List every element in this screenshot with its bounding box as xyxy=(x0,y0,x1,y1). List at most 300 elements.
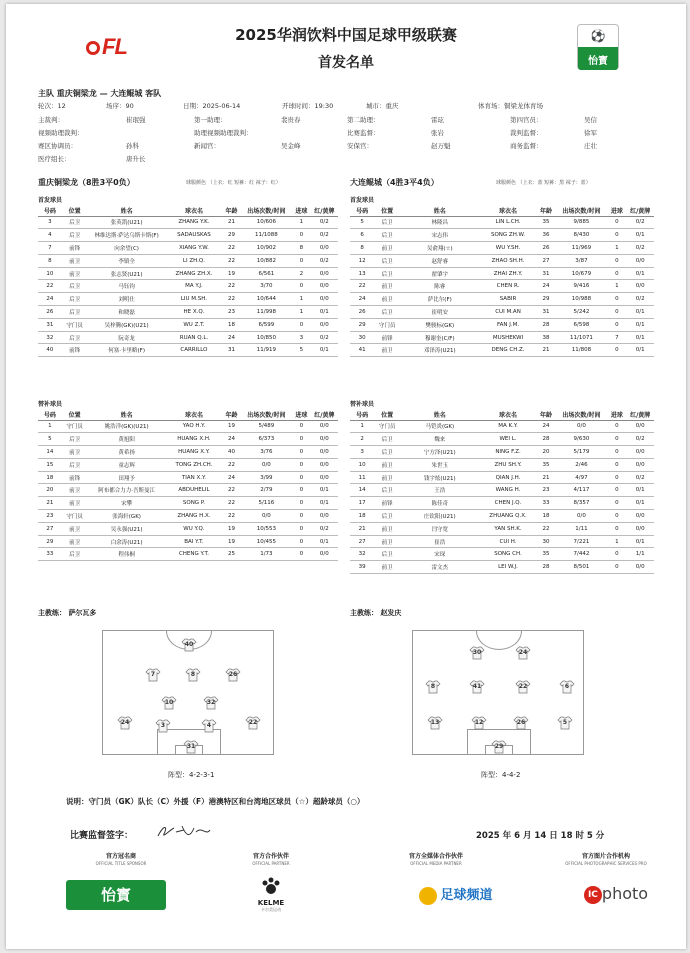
player-cell: 后卫 xyxy=(374,548,400,561)
player-row xyxy=(350,293,654,306)
home-kit-colors: 球服颜色 （上衣：红 短裤：红 袜子：红） xyxy=(186,180,281,186)
player-cell: HE X.Q. xyxy=(166,306,222,319)
shirt-number: 8 xyxy=(430,683,436,690)
player-cell: 24 xyxy=(537,280,556,293)
medical-lead-label: 医疗组长： xyxy=(38,155,71,163)
player-cell: 0 xyxy=(292,484,311,497)
player-cell: 26 xyxy=(350,306,374,319)
player-row xyxy=(38,471,338,484)
referee-name: 崔珉强 xyxy=(126,116,146,124)
player-row xyxy=(38,458,338,471)
player-cell: 0/1 xyxy=(311,484,338,497)
player-cell: 前卫 xyxy=(62,484,88,497)
player-cell: 阮奇龙 xyxy=(87,331,165,344)
fourth-official-name: 吴信 xyxy=(584,116,597,124)
home-coach xyxy=(38,608,96,618)
player-row xyxy=(350,522,654,535)
match-commissioner-label: 比赛监督： xyxy=(347,129,380,137)
home-subs-table xyxy=(38,410,338,561)
player-cell: 7 xyxy=(38,242,62,255)
player-cell: YAN SH.K. xyxy=(480,522,537,535)
player-cell: 0 xyxy=(292,446,311,459)
player-row xyxy=(350,331,654,344)
player-cell: 后卫 xyxy=(62,306,88,319)
shirt-icon xyxy=(245,716,261,730)
col-header: 红/黄牌 xyxy=(626,410,654,420)
player-cell: 7/442 xyxy=(556,548,608,561)
player-cell: 18 xyxy=(38,471,62,484)
sponsor-partner xyxy=(216,851,326,866)
player-cell: 0 xyxy=(607,254,626,267)
player-cell: 张海轩(GK) xyxy=(87,510,165,523)
shirt-icon xyxy=(425,680,441,694)
referee-assessor-name: 徐军 xyxy=(584,129,597,137)
player-cell: 后卫 xyxy=(374,216,400,229)
ic-badge-icon: IC xyxy=(584,886,602,904)
player-cell: 0/2 xyxy=(311,216,338,229)
player-cell: 吴俞翔(☆) xyxy=(400,242,479,255)
player-cell: 0/2 xyxy=(311,229,338,242)
press-officer-name: 吴金峰 xyxy=(281,142,301,150)
shirt-icon xyxy=(161,696,177,710)
player-cell: 6/599 xyxy=(241,318,292,331)
player-cell: 8 xyxy=(38,254,62,267)
player-cell: 前卫 xyxy=(62,267,88,280)
player-cell: 4 xyxy=(38,229,62,242)
shirt-number: 41 xyxy=(472,683,482,690)
medical-lead-name: 唐升长 xyxy=(126,155,146,163)
shirt-number: 12 xyxy=(474,719,484,726)
player-cell: 前锋 xyxy=(62,242,88,255)
player-cell: 0/0 xyxy=(311,293,338,306)
player-cell: CHEN R. xyxy=(480,280,537,293)
ar2-name: 雷玹 xyxy=(431,116,444,124)
ar2-label: 第二助理： xyxy=(347,116,380,124)
yibao-sponsor-logo: 怡寳 xyxy=(66,880,166,910)
player-cell: 26 xyxy=(38,306,62,319)
shirt-icon xyxy=(225,668,241,682)
player-cell: 宋志伟 xyxy=(400,229,479,242)
player-cell: 雷文杰 xyxy=(400,561,479,574)
player-cell: 后卫 xyxy=(374,510,400,523)
player-cell: 24 xyxy=(537,420,556,433)
player-row xyxy=(38,242,338,255)
sponsor-media xyxy=(376,851,496,866)
player-cell: TIAN X.Y. xyxy=(166,471,222,484)
player-cell: 33 xyxy=(38,548,62,561)
player-cell: 前锋 xyxy=(62,471,88,484)
player-row xyxy=(350,458,654,471)
player-cell: 吴梓腾(GK)(U21) xyxy=(87,318,165,331)
player-cell: 10/455 xyxy=(241,535,292,548)
player-cell: 22 xyxy=(222,254,241,267)
player-cell: 0/0 xyxy=(311,458,338,471)
player-cell: 前卫 xyxy=(62,497,88,510)
security-officer-label: 安保官： xyxy=(347,142,373,150)
home-team-name: 重庆铜梁龙 xyxy=(38,178,78,187)
security-officer-name: 赵万魁 xyxy=(431,142,451,150)
yibao-logo: ⚽ 怡寳 xyxy=(577,24,619,70)
player-cell: 29 xyxy=(222,229,241,242)
shirt-number: 40 xyxy=(184,641,194,648)
player-cell: 前卫 xyxy=(62,254,88,267)
home-formation-pitch xyxy=(102,630,274,755)
league-title: 2025华润饮料中国足球甲级联赛 xyxy=(235,26,457,44)
player-cell: 前卫 xyxy=(374,535,400,548)
home-subs-label: 替补球员 xyxy=(38,401,63,408)
player-cell: 8/501 xyxy=(556,561,608,574)
player-cell: 0 xyxy=(607,344,626,357)
player-cell: 7/221 xyxy=(556,535,608,548)
player-cell: 0 xyxy=(607,497,626,510)
col-header: 姓名 xyxy=(400,410,479,420)
player-cell: 守门员 xyxy=(62,510,88,523)
player-cell: 后卫 xyxy=(62,331,88,344)
col-header: 号码 xyxy=(350,410,374,420)
player-cell: 38 xyxy=(537,331,556,344)
player-cell: 0/1 xyxy=(626,306,654,319)
shirt-icon xyxy=(427,716,443,730)
player-cell: 4/117 xyxy=(556,484,608,497)
player-cell: 11/1071 xyxy=(556,331,608,344)
player-cell: TONG ZH.CH. xyxy=(166,458,222,471)
player-row xyxy=(38,216,338,229)
player-cell: 0/0 xyxy=(626,522,654,535)
player-cell: LIU M.SH. xyxy=(166,293,222,306)
signature-label: 比赛监督签字： xyxy=(70,831,134,841)
player-row xyxy=(350,446,654,459)
player-cell: 3/99 xyxy=(241,471,292,484)
player-row xyxy=(350,229,654,242)
player-cell: 0 xyxy=(292,510,311,523)
player-cell: 29 xyxy=(38,535,62,548)
player-cell: 0 xyxy=(292,522,311,535)
player-cell: 11 xyxy=(350,471,374,484)
player-cell: 樊骏标(GK) xyxy=(400,318,479,331)
player-cell: 28 xyxy=(537,433,556,446)
player-cell: 35 xyxy=(537,548,556,561)
player-cell: 前卫 xyxy=(374,344,400,357)
kelme-logo xyxy=(241,877,301,913)
player-row xyxy=(350,484,654,497)
venue-coordinator-name: 孙科 xyxy=(126,142,139,150)
player-cell: 5/489 xyxy=(241,420,292,433)
player-cell: HUANG X.Y. xyxy=(166,446,222,459)
player-cell: 17 xyxy=(350,497,374,510)
player-cell: WANG H. xyxy=(480,484,537,497)
player-cell: SABIR xyxy=(480,293,537,306)
player-cell: 前卫 xyxy=(374,561,400,574)
player-cell: 22 xyxy=(38,280,62,293)
player-row xyxy=(38,433,338,446)
player-cell: 0 xyxy=(292,254,311,267)
away-starters-table xyxy=(350,206,654,357)
player-cell: 后卫 xyxy=(62,229,88,242)
var-label: 视频助理裁判： xyxy=(38,129,84,137)
player-cell: 宁方泽(U21) xyxy=(400,446,479,459)
player-cell: 0 xyxy=(607,216,626,229)
player-cell: ZHAO SH.H. xyxy=(480,254,537,267)
player-cell: 0/2 xyxy=(626,471,654,484)
col-header: 位置 xyxy=(62,206,88,216)
player-cell: 后卫 xyxy=(62,433,88,446)
player-cell: 0/0 xyxy=(311,420,338,433)
player-cell: 0/1 xyxy=(626,229,654,242)
shirt-number: 8 xyxy=(190,671,196,678)
player-cell: 36 xyxy=(537,229,556,242)
player-cell: 27 xyxy=(38,522,62,535)
player-cell: 21 xyxy=(537,471,556,484)
shirt-icon xyxy=(185,668,201,682)
player-cell: 0/2 xyxy=(311,254,338,267)
player-cell: 10/988 xyxy=(556,293,608,306)
away-team-name: 大连鲲城 xyxy=(350,178,382,187)
player-cell: 6 xyxy=(350,229,374,242)
player-cell: 赵舒睿 xyxy=(400,254,479,267)
player-cell: WEI L. xyxy=(480,433,537,446)
player-cell: 陈佳奇 xyxy=(400,497,479,510)
player-cell: 守门员 xyxy=(62,420,88,433)
player-cell: CHENG Y.T. xyxy=(166,548,222,561)
col-header: 出场次数/时间 xyxy=(556,410,608,420)
player-cell: 19 xyxy=(222,522,241,535)
player-cell: 0/0 xyxy=(311,510,338,523)
player-cell: 3 xyxy=(292,331,311,344)
away-formation-pitch xyxy=(412,630,584,755)
col-header: 年龄 xyxy=(537,206,556,216)
player-cell: LI ZH.Q. xyxy=(166,254,222,267)
player-cell: 3/87 xyxy=(556,254,608,267)
player-cell: 陈睿 xyxy=(400,280,479,293)
player-cell: 和晓磊 xyxy=(87,306,165,319)
player-cell: 守门员 xyxy=(62,318,88,331)
player-row xyxy=(350,280,654,293)
player-cell: 0/0 xyxy=(311,433,338,446)
player-cell: 8 xyxy=(292,242,311,255)
player-cell: 29 xyxy=(350,318,374,331)
player-row xyxy=(350,471,654,484)
shirt-icon xyxy=(201,719,217,733)
player-cell: 19 xyxy=(222,267,241,280)
player-cell: 0/2 xyxy=(311,522,338,535)
player-cell: 0/0 xyxy=(311,548,338,561)
col-header: 进球 xyxy=(292,206,311,216)
player-cell: 0 xyxy=(292,433,311,446)
avar-label: 助理视频助理裁判： xyxy=(194,129,253,137)
player-cell: 0 xyxy=(292,471,311,484)
match-date: 日期：2025-06-14 xyxy=(183,102,241,110)
player-cell: 15 xyxy=(38,458,62,471)
player-cell: 3/76 xyxy=(241,446,292,459)
player-cell: WU Y.SH. xyxy=(480,242,537,255)
player-cell: SONG P. xyxy=(166,497,222,510)
sponsor-media-cn: 官方全媒体合作伙伴 xyxy=(408,853,463,860)
player-cell: 11/1088 xyxy=(241,229,292,242)
player-cell: 22 xyxy=(222,484,241,497)
player-cell: 26 xyxy=(537,242,556,255)
player-cell: 前卫 xyxy=(62,535,88,548)
sign-date: 2025 年 6 月 14 日 18 时 5 分 xyxy=(476,831,605,841)
sponsor-partner-en: OFFICIAL PARTNER xyxy=(252,861,290,866)
player-cell: 前卫 xyxy=(374,280,400,293)
shirt-icon xyxy=(557,716,573,730)
sponsor-title xyxy=(66,851,176,866)
player-cell: 闫守宽 xyxy=(400,522,479,535)
shirt-number: 30 xyxy=(472,649,482,656)
player-cell: 2 xyxy=(292,267,311,280)
player-cell: ZHANG Y.K. xyxy=(166,216,222,229)
player-cell: 6/598 xyxy=(556,318,608,331)
match-line: 主队 重庆铜梁龙 — 大连鲲城 客队 xyxy=(38,89,162,98)
player-cell: 9/416 xyxy=(556,280,608,293)
player-cell: 马铠炎(GK) xyxy=(400,420,479,433)
player-cell: QIAN J.H. xyxy=(480,471,537,484)
player-cell: 23 xyxy=(222,306,241,319)
player-cell: 0 xyxy=(607,446,626,459)
player-row xyxy=(38,254,338,267)
player-cell: 前卫 xyxy=(374,522,400,535)
player-row xyxy=(350,561,654,574)
player-cell: 27 xyxy=(350,535,374,548)
away-coach xyxy=(350,608,401,618)
player-cell: 0/1 xyxy=(626,267,654,280)
away-starters-label: 首发球员 xyxy=(350,197,375,204)
player-cell: 后卫 xyxy=(62,548,88,561)
shirt-number: 22 xyxy=(248,719,258,726)
player-cell: DENG CH.Z. xyxy=(480,344,537,357)
player-cell: 21 xyxy=(350,522,374,535)
shirt-number: 26 xyxy=(516,719,526,726)
player-cell: ZHANG ZH.X. xyxy=(166,267,222,280)
player-cell: 24 xyxy=(38,293,62,306)
player-cell: 0 xyxy=(292,280,311,293)
away-subs-label: 替补球员 xyxy=(350,401,375,408)
player-cell: 刘明仕 xyxy=(87,293,165,306)
player-cell: 0/1 xyxy=(626,344,654,357)
player-cell: 1/1 xyxy=(626,548,654,561)
stadium: 体育场：铜梁龙体育场 xyxy=(478,102,543,110)
player-cell: 10 xyxy=(350,458,374,471)
away-formation: 阵型：4-4-2 xyxy=(481,771,521,779)
player-row xyxy=(350,548,654,561)
player-cell: 前锋 xyxy=(374,497,400,510)
player-cell: 朱世玉 xyxy=(400,458,479,471)
player-cell: 5 xyxy=(350,216,374,229)
player-cell: 8/430 xyxy=(556,229,608,242)
match-number: 场序：90 xyxy=(106,102,134,110)
player-cell: MA Y.J. xyxy=(166,280,222,293)
player-cell: 0 xyxy=(607,510,626,523)
player-cell: 10/606 xyxy=(241,216,292,229)
home-coach-name: 萨尔瓦多 xyxy=(68,609,97,617)
player-cell: 0 xyxy=(607,548,626,561)
shirt-icon xyxy=(491,740,507,754)
player-cell: 24 xyxy=(350,293,374,306)
player-cell: 前卫 xyxy=(62,446,88,459)
player-cell: 11/919 xyxy=(241,344,292,357)
col-header: 号码 xyxy=(350,206,374,216)
col-header: 姓名 xyxy=(87,206,165,216)
player-cell: 24 xyxy=(222,433,241,446)
round: 轮次：12 xyxy=(38,102,66,110)
player-cell: 前卫 xyxy=(62,522,88,535)
shirt-number: 26 xyxy=(228,671,238,678)
player-cell: 10/553 xyxy=(241,522,292,535)
player-cell: 18 xyxy=(350,510,374,523)
shirt-number: 32 xyxy=(206,699,216,706)
player-cell: 9/885 xyxy=(556,216,608,229)
shirt-number: 6 xyxy=(564,683,570,690)
player-row xyxy=(38,280,338,293)
player-cell: 萨比尔(F) xyxy=(400,293,479,306)
col-header: 球衣名 xyxy=(166,410,222,420)
sponsor-title-en: OFFICIAL TITLE SPONSOR xyxy=(95,861,147,866)
player-cell: 5/179 xyxy=(556,446,608,459)
player-cell: 0 xyxy=(292,318,311,331)
player-row xyxy=(350,306,654,319)
player-cell: 黄希扬 xyxy=(87,446,165,459)
player-cell: SONG CH. xyxy=(480,548,537,561)
ic-photo-wordmark: photo xyxy=(601,884,649,903)
player-cell: 翟肇宇 xyxy=(400,267,479,280)
player-cell: 5/242 xyxy=(556,306,608,319)
player-cell: 后卫 xyxy=(62,216,88,229)
player-cell: 0 xyxy=(607,420,626,433)
col-header: 位置 xyxy=(62,410,88,420)
player-cell: 22 xyxy=(222,458,241,471)
player-cell: RUAN Q.L. xyxy=(166,331,222,344)
shirt-number: 13 xyxy=(430,719,440,726)
player-cell: 28 xyxy=(537,318,556,331)
player-cell: 后卫 xyxy=(374,306,400,319)
home-team-title xyxy=(38,177,135,188)
player-cell: 2 xyxy=(350,433,374,446)
player-cell: 32 xyxy=(350,548,374,561)
col-header: 年龄 xyxy=(222,206,241,216)
player-cell: 18 xyxy=(537,510,556,523)
col-header: 出场次数/时间 xyxy=(241,410,292,420)
player-cell: 1 xyxy=(38,420,62,433)
away-team-title xyxy=(350,177,439,188)
player-cell: 崔明安 xyxy=(400,306,479,319)
player-cell: 0/0 xyxy=(311,471,338,484)
player-cell: 31 xyxy=(38,318,62,331)
player-cell: 3 xyxy=(38,216,62,229)
venue-coordinator-label: 赛区协调员： xyxy=(38,142,77,150)
player-cell: 后卫 xyxy=(374,484,400,497)
player-cell: 7 xyxy=(607,331,626,344)
kelme-cn: 卡尔美运动 xyxy=(261,907,281,912)
player-row xyxy=(350,254,654,267)
player-cell: 6/373 xyxy=(241,433,292,446)
player-cell: 39 xyxy=(350,561,374,574)
player-row xyxy=(350,344,654,357)
kelme-wordmark: KELME xyxy=(257,899,285,907)
player-cell: 40 xyxy=(222,446,241,459)
col-header: 红/黄牌 xyxy=(311,206,338,216)
player-cell: 10/850 xyxy=(241,331,292,344)
player-cell: 31 xyxy=(222,344,241,357)
away-coach-name: 赵发庆 xyxy=(380,609,402,617)
cfl-logo: FL xyxy=(86,34,127,60)
player-cell: 31 xyxy=(537,267,556,280)
player-cell: 2/79 xyxy=(241,484,292,497)
player-cell: 20 xyxy=(38,484,62,497)
col-header: 年龄 xyxy=(222,410,241,420)
player-cell: 0/1 xyxy=(626,484,654,497)
player-cell: 前卫 xyxy=(374,458,400,471)
player-cell: 33 xyxy=(537,497,556,510)
